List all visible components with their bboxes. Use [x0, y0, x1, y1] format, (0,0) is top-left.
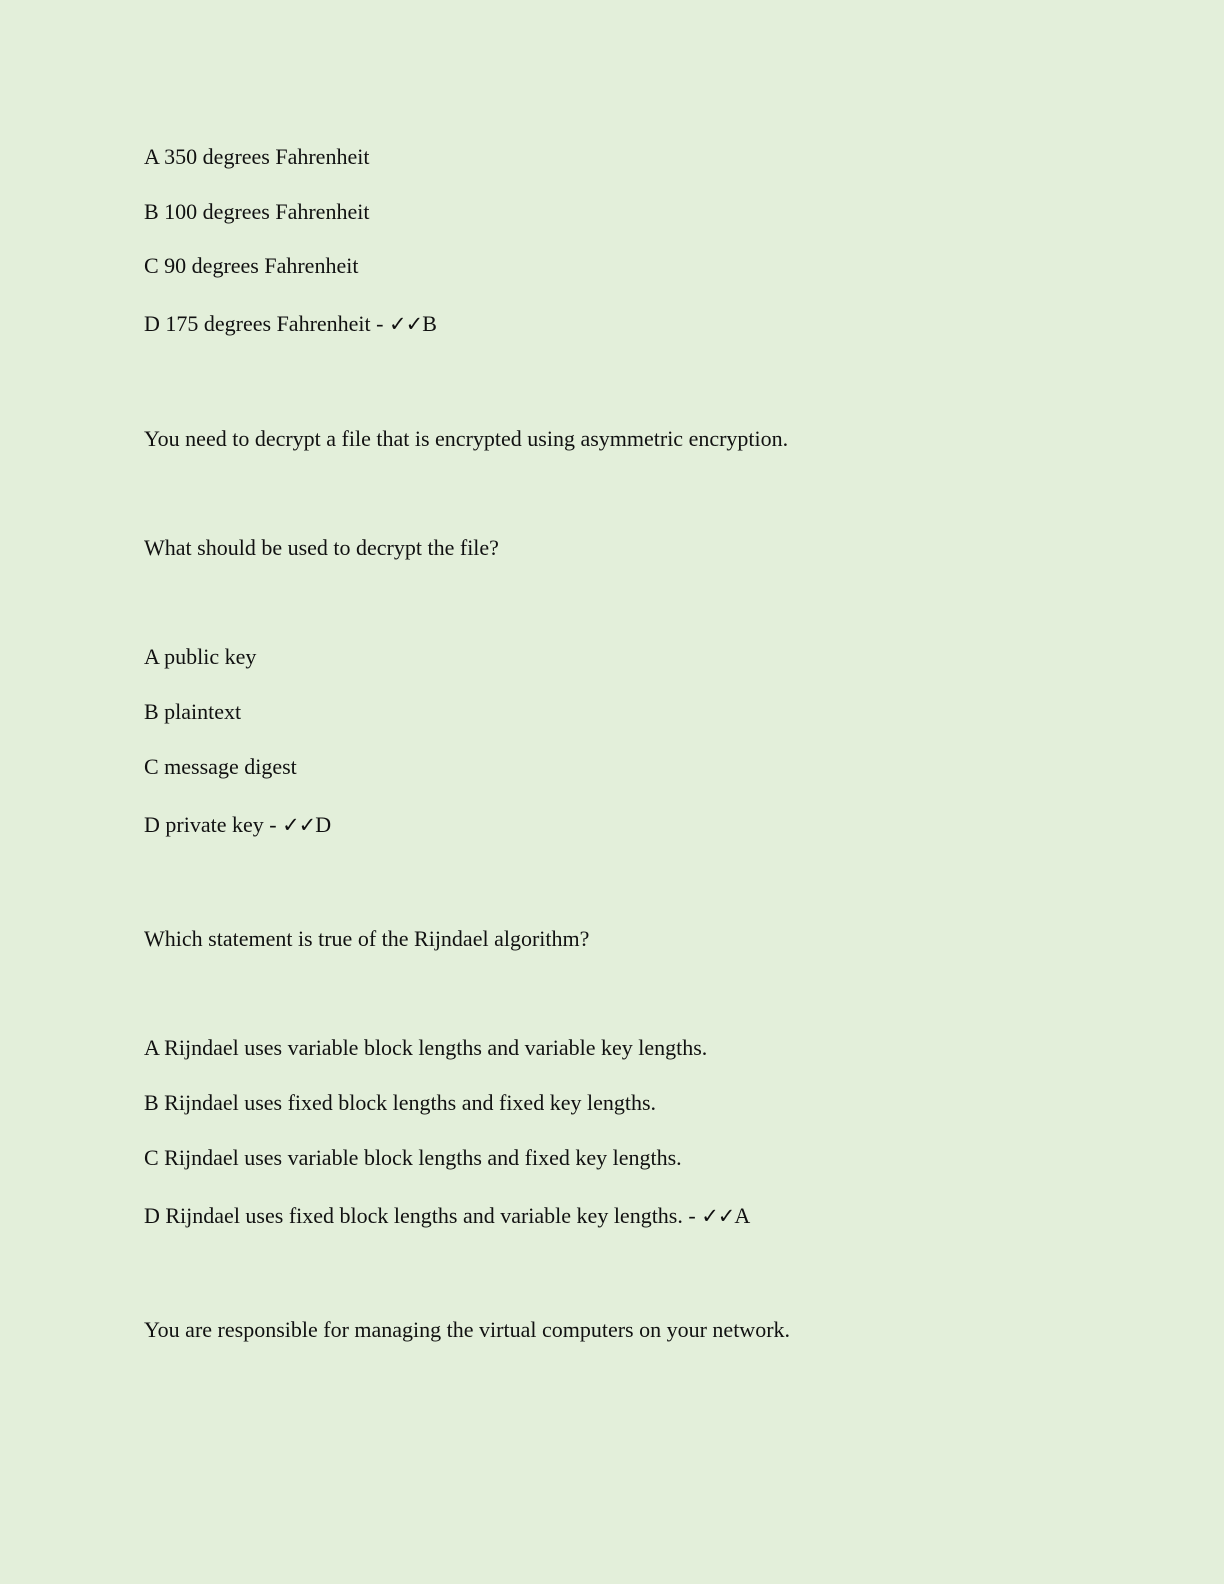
q2-option-d — [144, 811, 331, 839]
q3-answer: A — [734, 1203, 751, 1228]
q1-option-a: A 350 degrees Fahrenheit — [144, 144, 370, 169]
q1-answer: B — [422, 311, 437, 336]
double-check-icon: ✓✓ — [701, 1204, 735, 1228]
q3-prompt: Which statement is true of the Rijndael algorithm? — [144, 926, 590, 951]
q3-option-d — [144, 1202, 750, 1230]
q1-option-b: B 100 degrees Fahrenheit — [144, 199, 370, 224]
double-check-icon: ✓✓ — [282, 813, 316, 837]
q3-option-c: C Rijndael uses variable block lengths and fixed key lengths. — [144, 1145, 682, 1170]
q2-statement: You need to decrypt a file that is encrypted using asymmetric encryption. — [144, 426, 789, 451]
q3-option-d-text: D Rijndael uses fixed block lengths and variable key lengths. - — [144, 1203, 696, 1228]
q2-option-b: B plaintext — [144, 699, 242, 724]
q1-option-d-text: D 175 degrees Fahrenheit - — [144, 311, 384, 336]
q3-option-a: A Rijndael uses variable block lengths and variable key lengths. — [144, 1035, 708, 1060]
q3-option-b: B Rijndael uses fixed block lengths and fixed key lengths. — [144, 1090, 657, 1115]
q1-option-c: C 90 degrees Fahrenheit — [144, 253, 359, 278]
q1-option-d — [144, 310, 437, 338]
q2-answer: D — [315, 812, 332, 837]
q4-statement: You are responsible for managing the virtual computers on your network. — [144, 1317, 791, 1342]
q2-option-c: C message digest — [144, 754, 297, 779]
q2-prompt: What should be used to decrypt the file? — [144, 535, 499, 560]
double-check-icon: ✓✓ — [388, 312, 423, 336]
q2-option-d-text: D private key - — [144, 812, 277, 837]
q2-option-a: A public key — [144, 644, 257, 669]
